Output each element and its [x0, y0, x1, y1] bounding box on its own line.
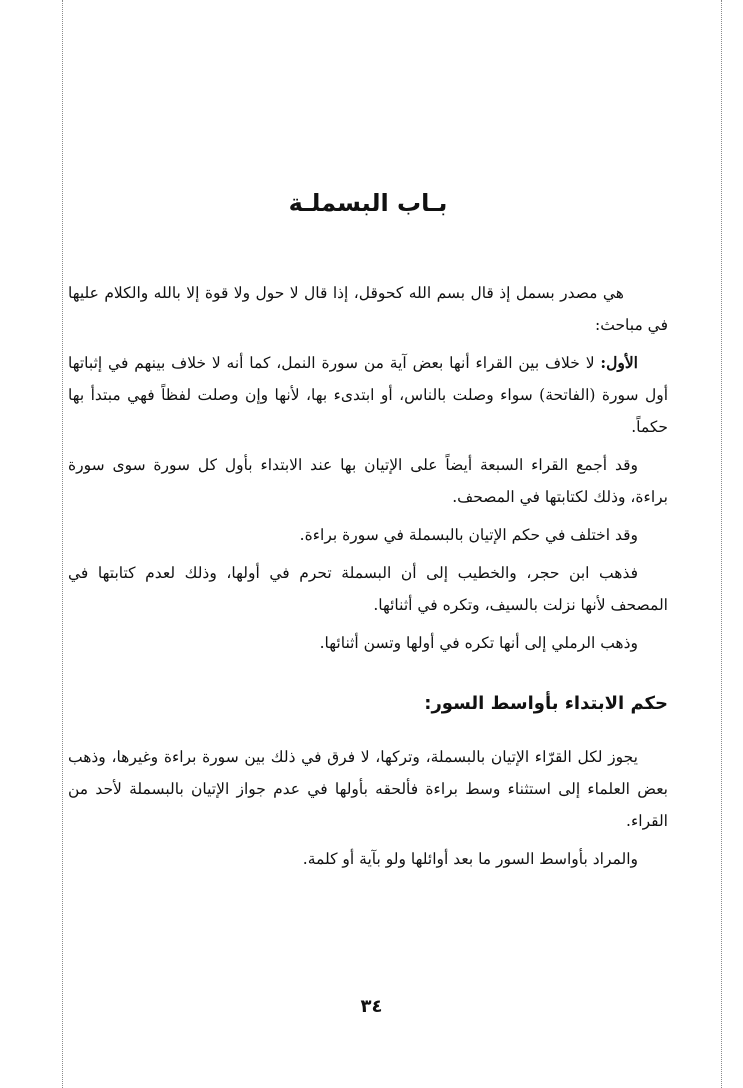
page-number: ٣٤ [360, 996, 383, 1017]
right-scan-edge [721, 0, 722, 1088]
chapter-title: بـاب البسملـة [288, 189, 448, 217]
page-content [68, 185, 668, 881]
paragraph-definition: والمراد بأواسط السور ما بعد أوائلها ولو بآية أو كلمة. [302, 850, 638, 868]
paragraph-first-point [68, 347, 668, 443]
paragraph-intro: هي مصدر بسمل إذ قال بسم الله كحوقل، إذا قال لا حول ولا قوة إلا بالله والكلام عليها في مباحث: [68, 284, 668, 334]
left-scan-edge [62, 0, 63, 1088]
paragraph-disagreement: وقد اختلف في حكم الإتيان بالبسملة في سورة براءة. [299, 526, 638, 544]
paragraph-consensus: وقد أجمع القراء السبعة أيضاً على الإتيان بها عند الابتداء بأول كل سورة سوى سورة براءة، وذلك لكتابتها في المصحف. [68, 456, 668, 506]
paragraph-ramli: وذهب الرملي إلى أنها تكره في أولها وتسن أثنائها. [319, 634, 638, 652]
first-point-lead: الأول: [600, 353, 638, 372]
paragraph-ibn-hajar: فذهب ابن حجر، والخطيب إلى أن البسملة تحرم في أولها، وذلك لعدم كتابتها في المصحف لأنها نزلت بالسيف، وتكره في أثنائها. [68, 564, 668, 614]
section-heading: حكم الابتداء بأواسط السور: [424, 693, 668, 714]
paragraph-permissibility: يجوز لكل القرّاء الإتيان بالبسملة، وتركها، لا فرق في ذلك بين سورة براءة وغيرها، وذهب بعض العلماء إلى استثناء وسط براءة فألحقه بأولها في عدم جواز الإتيان بالبسملة لأحد من القراء. [68, 748, 668, 830]
first-point-text: لا خلاف بين القراء أنها بعض آية من سورة النمل، كما أنه لا خلاف بينهم في إثباتها أول سورة (الفاتحة) سواء وصلت بالناس، أو ابتدىء بها، لأنها وإن وصلت لفظاً فهي مبتدأ بها حكماً. [68, 354, 668, 436]
